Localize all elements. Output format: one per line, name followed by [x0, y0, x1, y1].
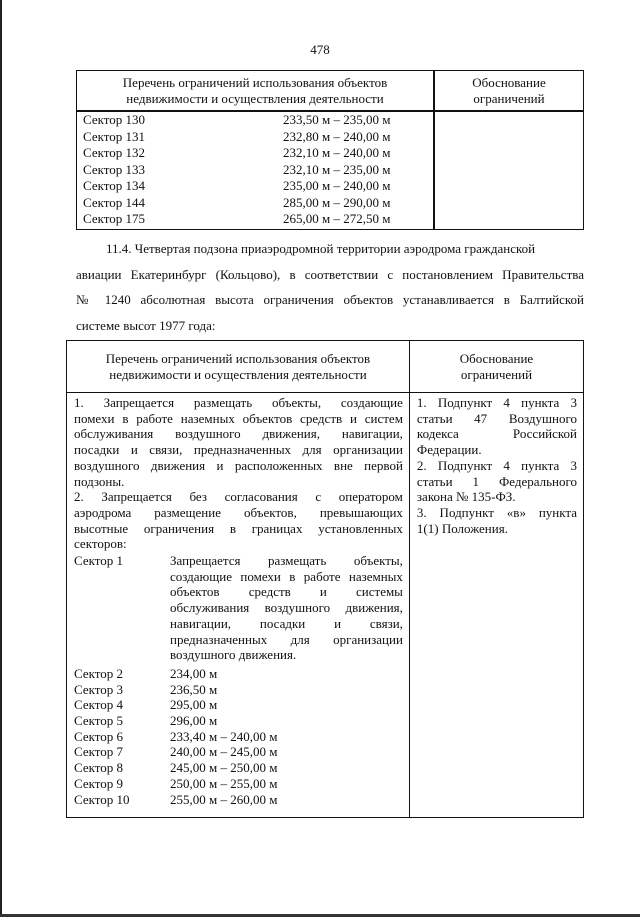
table-row: [77, 145, 433, 162]
text-line: 2. Подпункт 4 пункта 3: [416, 457, 577, 473]
paragraph-line: 11.4. Четвертая подзона приаэродромной территории аэродрома гражданской: [106, 241, 536, 256]
sector-value: 285,00 м – 290,00 м: [283, 194, 391, 210]
sector-value: 234,00 м: [170, 665, 218, 681]
table-row: [77, 211, 433, 228]
text-line: предназначенных для организации: [170, 631, 403, 647]
sector-value: 232,80 м – 240,00 м: [283, 128, 391, 144]
sector-label: Сектор 1: [74, 553, 124, 569]
sector-value: 236,50 м: [170, 681, 218, 697]
table-row: [74, 713, 403, 729]
restrictions-table-1: [76, 70, 584, 230]
table-row: [74, 697, 403, 713]
section-11-4-paragraph: [76, 236, 584, 338]
table-row: [77, 129, 433, 146]
sector-label: Сектор 9: [74, 775, 124, 791]
sector-value: 250,00 м – 255,00 м: [170, 775, 278, 791]
text-line: статьи 47 Воздушного: [416, 410, 577, 426]
table1-sectors-cell: [77, 111, 435, 229]
table2-restrictions-cell: [67, 393, 410, 818]
header-line: Перечень ограничений использования объектов: [122, 74, 388, 90]
restrictions-table-2: [66, 340, 584, 818]
sector-1-row: [74, 553, 403, 663]
scan-edge: [0, 0, 2, 917]
text-line: Запрещается размещать объекты,: [170, 553, 403, 569]
text-line: закона № 135-ФЗ.: [416, 489, 516, 505]
sector-value: 233,50 м – 235,00 м: [283, 112, 391, 127]
sector-value: 232,10 м – 240,00 м: [283, 145, 391, 160]
text-line: навигации, посадки и связи,: [170, 615, 403, 631]
header-line: ограничений: [473, 90, 545, 106]
table-row: [77, 112, 433, 129]
table-row: [77, 195, 433, 212]
item-2: [74, 489, 403, 552]
paragraph-line: системе высот 1977 года:: [76, 317, 216, 333]
text-line: воздушного движения и расположенных вне первой: [74, 457, 403, 473]
sector-label: Сектор 4: [74, 697, 124, 713]
table-row: [74, 776, 403, 792]
sector-value: 233,40 м – 240,00 м: [170, 728, 278, 744]
text-line: 1. Подпункт 4 пункта 3: [416, 395, 577, 410]
header-line: Обоснование: [472, 74, 546, 90]
sector-value: 235,00 м – 240,00 м: [283, 178, 391, 193]
text-line: 2. Запрещается без согласования с оператором: [74, 489, 403, 505]
text-line: секторов:: [74, 536, 127, 552]
table-row: [77, 162, 433, 179]
table2-header-justification: [409, 341, 583, 393]
table-row: [74, 729, 403, 745]
sector-value: 240,00 м – 245,00 м: [170, 744, 278, 760]
sector-label: Сектор 130: [83, 112, 146, 127]
text-line: объектов средств и системы: [170, 584, 403, 600]
sector-value: 255,00 м – 260,00 м: [170, 791, 278, 807]
text-line: Федерации.: [416, 442, 482, 458]
text-line: 3. Подпункт «в» пункта: [416, 504, 577, 520]
header-line: Обоснование: [459, 350, 534, 366]
sector-label: Сектор 10: [74, 791, 130, 807]
header-line: Перечень ограничений использования объектов: [105, 350, 371, 366]
item-1: [74, 395, 403, 489]
text-line: помехи в работе наземных объектов средств и систем: [74, 410, 403, 426]
table-row: [74, 760, 403, 776]
text-line: создающие помехи в работе наземных: [170, 568, 403, 584]
table-row: [74, 682, 403, 698]
text-line: высотные ограничения в границах установленных: [74, 520, 403, 536]
sector-label: Сектор 8: [74, 760, 124, 776]
sector-label: Сектор 132: [83, 145, 146, 160]
sector-value: 296,00 м: [170, 713, 218, 729]
sector-value: 232,10 м – 235,00 м: [283, 161, 391, 177]
table-row: [74, 792, 403, 808]
table2-header-restrictions: [67, 341, 410, 393]
sector-label: Сектор 7: [74, 744, 124, 760]
sector-label: Сектор 6: [74, 728, 124, 744]
paragraph-line: авиации Екатеринбург (Кольцово), в соответствии с постановлением Правительства: [76, 266, 584, 282]
header-line: недвижимости и осуществления деятельности: [109, 366, 367, 382]
sector-label: Сектор 5: [74, 713, 124, 729]
header-line: недвижимости и осуществления деятельности: [126, 90, 384, 106]
text-line: воздушного движения.: [170, 647, 297, 663]
paragraph-line: № 1240 абсолютная высота ограничения объектов устанавливается в Балтийской: [76, 292, 584, 307]
table-row: [77, 178, 433, 195]
sector-label: Сектор 134: [83, 178, 146, 193]
sector-value: 265,00 м – 272,50 м: [283, 211, 391, 226]
table1-header-restrictions: [77, 71, 435, 112]
page-number: 478: [310, 42, 330, 57]
sector-label: Сектор 144: [83, 194, 146, 210]
text-line: обслуживания воздушного движения, навигации,: [74, 426, 403, 442]
table1-header-justification: [434, 71, 584, 112]
text-line: 1. Запрещается размещать объекты, создающие: [74, 395, 403, 410]
text-line: обслуживания воздушного движения,: [170, 600, 403, 616]
sector-1-description: [170, 553, 403, 663]
sector-label: Сектор 131: [83, 128, 146, 144]
sector-label: Сектор 3: [74, 681, 124, 697]
sector-value: 295,00 м: [170, 697, 218, 713]
table1-justification-cell: [434, 111, 584, 229]
text-line: аэродрома размещение объектов, превышающих: [74, 504, 403, 520]
header-line: ограничений: [460, 366, 533, 382]
text-line: кодекса Российской: [416, 426, 577, 442]
sector-value: 245,00 м – 250,00 м: [170, 760, 278, 776]
text-line: посадки и связи, предназначенных для организации: [74, 442, 403, 458]
text-line: подзоны.: [74, 473, 125, 489]
text-line: 1(1) Положения.: [416, 520, 508, 536]
sector-label: Сектор 133: [83, 161, 146, 177]
text-line: статьи 1 Федерального: [416, 473, 577, 489]
sector-label: Сектор 2: [74, 665, 124, 681]
table-row: [74, 744, 403, 760]
sector-label: Сектор 175: [83, 211, 146, 226]
table2-justification-cell: [409, 393, 583, 818]
table-row: [74, 666, 403, 682]
